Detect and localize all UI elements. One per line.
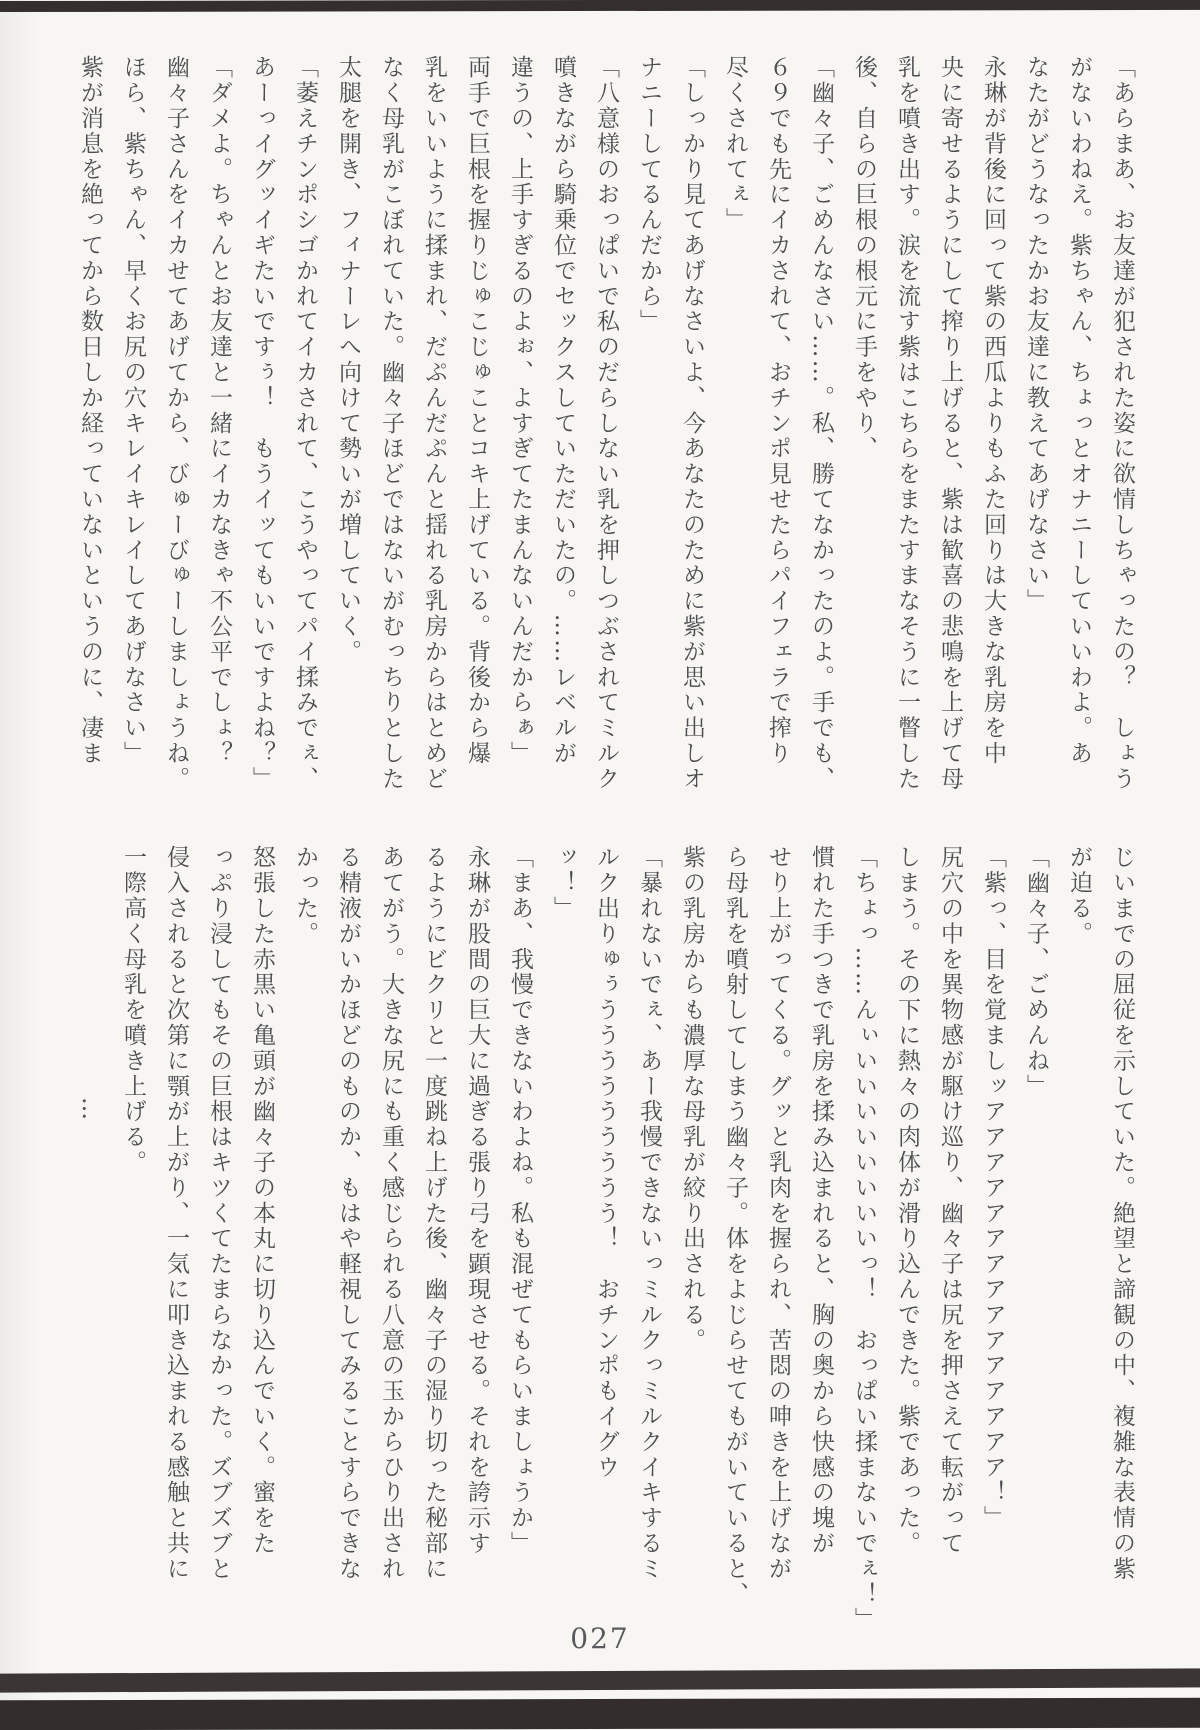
text-column: 「幽々子、ごめんなさい……。私、勝てなかったのよ。手でも、 [808,55,834,792]
scan-edge-shade [0,0,40,1723]
text-column: ッ！」 [550,845,576,922]
scan-bar-bottom-thick [0,1698,1200,1730]
text-column: が迫る。 [1066,845,1092,947]
text-column: 永琳が股間の巨大に過ぎる張り弓を顕現させる。それを誇示す [464,845,490,1557]
text-column-ellipsis: … [77,1097,103,1126]
text-column: あーっイグッイギたいですぅ！ もうイッてもいいですよね？」 [249,55,275,792]
text-column: るようにビクリと一度跳ね上げた後、幽々子の湿り切った秘部に [421,845,447,1582]
text-column: 永琳が背後に回って紫の西瓜よりもふた回りは大きな乳房を中 [980,55,1006,767]
text-column: ルク出りゅぅううううううううう！ おチンポもイグウ [593,845,619,1480]
text-column: 侵入されると次第に顎が上がり、一気に叩き込まれる感触と共に [163,845,189,1582]
text-column: 「暴れないでぇ、あー我慢できないっミルクっミルクイキするミ [636,845,662,1582]
text-column: なたがどうなったかお友達に教えてあげなさい」 [1023,55,1049,614]
text-column: 尻穴の中を異物感が駆け巡り、幽々子は尻を押さえて転がって [937,845,963,1557]
text-column: 「ダメよ。ちゃんとお友達と一緒にイカなきゃ不公平でしょ？ [206,55,232,767]
text-column: がないわねえ。紫ちゃん、ちょっとオナニーしていいわよ。あ [1066,55,1092,767]
text-column: かった。 [292,845,318,947]
text-column: 後、自らの巨根の根元に手をやり、 [851,55,877,462]
text-column: 「萎えチンポシゴかれてイカされて、こうやってパイ揉みでぇ、 [292,55,318,792]
text-column: っぷり浸してもその巨根はキツくてたまらなかった。ズブズブと [206,845,232,1582]
text-column: 噴きながら騎乗位でセックスしていただいたの。……レベルが [550,55,576,767]
text-column: 違うの、上手すぎるのよぉ、よすぎてたまんないんだからぁ」 [507,55,533,767]
text-column: 怒張した赤黒い亀頭が幽々子の本丸に切り込んでいく。蜜をた [249,845,275,1557]
text-column: 幽々子さんをイカせてあげてから、びゅーびゅーしましょうね。 [163,55,189,792]
text-column: 「幽々子、ごめんね」 [1023,845,1049,1099]
text-block-top [68,55,1143,800]
text-column: せり上がってくる。グッと乳肉を握られ、苦悶の呻きを上げなが [765,845,791,1582]
text-column: 「八意様のおっぱいで私のだらしない乳を押しつぶされてミルク [593,55,619,792]
text-column: ほら、紫ちゃん、早くお尻の穴キレイキレイしてあげなさい」 [120,55,146,767]
text-column: 「しっかり見てあげなさいよ、今あなたのために紫が思い出しオ [679,55,705,792]
text-column: ら母乳を噴射してしまう幽々子。体をよじらせてもがいていると、 [722,845,748,1607]
text-column: 両手で巨根を握りじゅこじゅことコキ上げている。背後から爆 [464,55,490,767]
text-column: 紫が消息を絶ってから数日しか経っていないというのに、凄ま [77,55,103,767]
text-column: 央に寄せるようにして搾り上げると、紫は歓喜の悲鳴を上げて母 [937,55,963,792]
text-column: ナニーしてるんだから」 [636,55,662,335]
text-column: あてがう。大きな尻にも重く感じられる八意の玉からひり出され [378,845,404,1582]
text-column: 乳を噴き出す。涙を流す紫はこちらをまたすまなそうに一瞥した [894,55,920,792]
text-column: 「ちょっ……んぃいいいいいいいいっ！ おっぱい揉まないでぇ！」 [851,845,877,1633]
scan-bar-bottom-thin [0,1668,1200,1692]
text-column: 一際高く母乳を噴き上げる。 [120,845,146,1176]
text-column: 紫の乳房からも濃厚な母乳が絞り出される。 [679,845,705,1353]
text-column: 「あらまあ、お友達が犯された姿に欲情しちゃったの？ しょう [1109,55,1135,792]
text-column: ６９でも先にイカされて、おチンポ見せたらパイフェラで搾り [765,55,791,767]
text-column: 太腿を開き、フィナーレへ向けて勢いが増していく。 [335,55,361,665]
text-column: しまう。その下に熱々の肉体が滑り込んできた。紫であった。 [894,845,920,1557]
text-column: 「まあ、我慢できないわよね。私も混ぜてもらいましょうか」 [507,845,533,1557]
text-column: 乳をいいように揉まれ、だぷんだぷんと揺れる乳房からはとめど [421,55,447,792]
text-column: る精液がいかほどのものか、もはや軽視してみることすらできな [335,845,361,1582]
scan-bar-top [0,0,1200,12]
text-column: 「紫っ、目を覚ましッアアアアアアアアアアアアアアア！」 [980,845,1006,1531]
text-column: じいまでの屈従を示していた。絶望と諦観の中、複雑な表情の紫 [1109,845,1135,1582]
text-column: 尽くされてぇ」 [722,55,748,233]
text-column: 慣れた手つきで乳房を揉み込まれると、胸の奥から快感の塊が [808,845,834,1557]
text-column: なく母乳がこぼれていた。幽々子ほどではないがむっちりとした [378,55,404,792]
text-block-bottom [68,845,1143,1633]
page-number: 027 [570,1622,630,1655]
